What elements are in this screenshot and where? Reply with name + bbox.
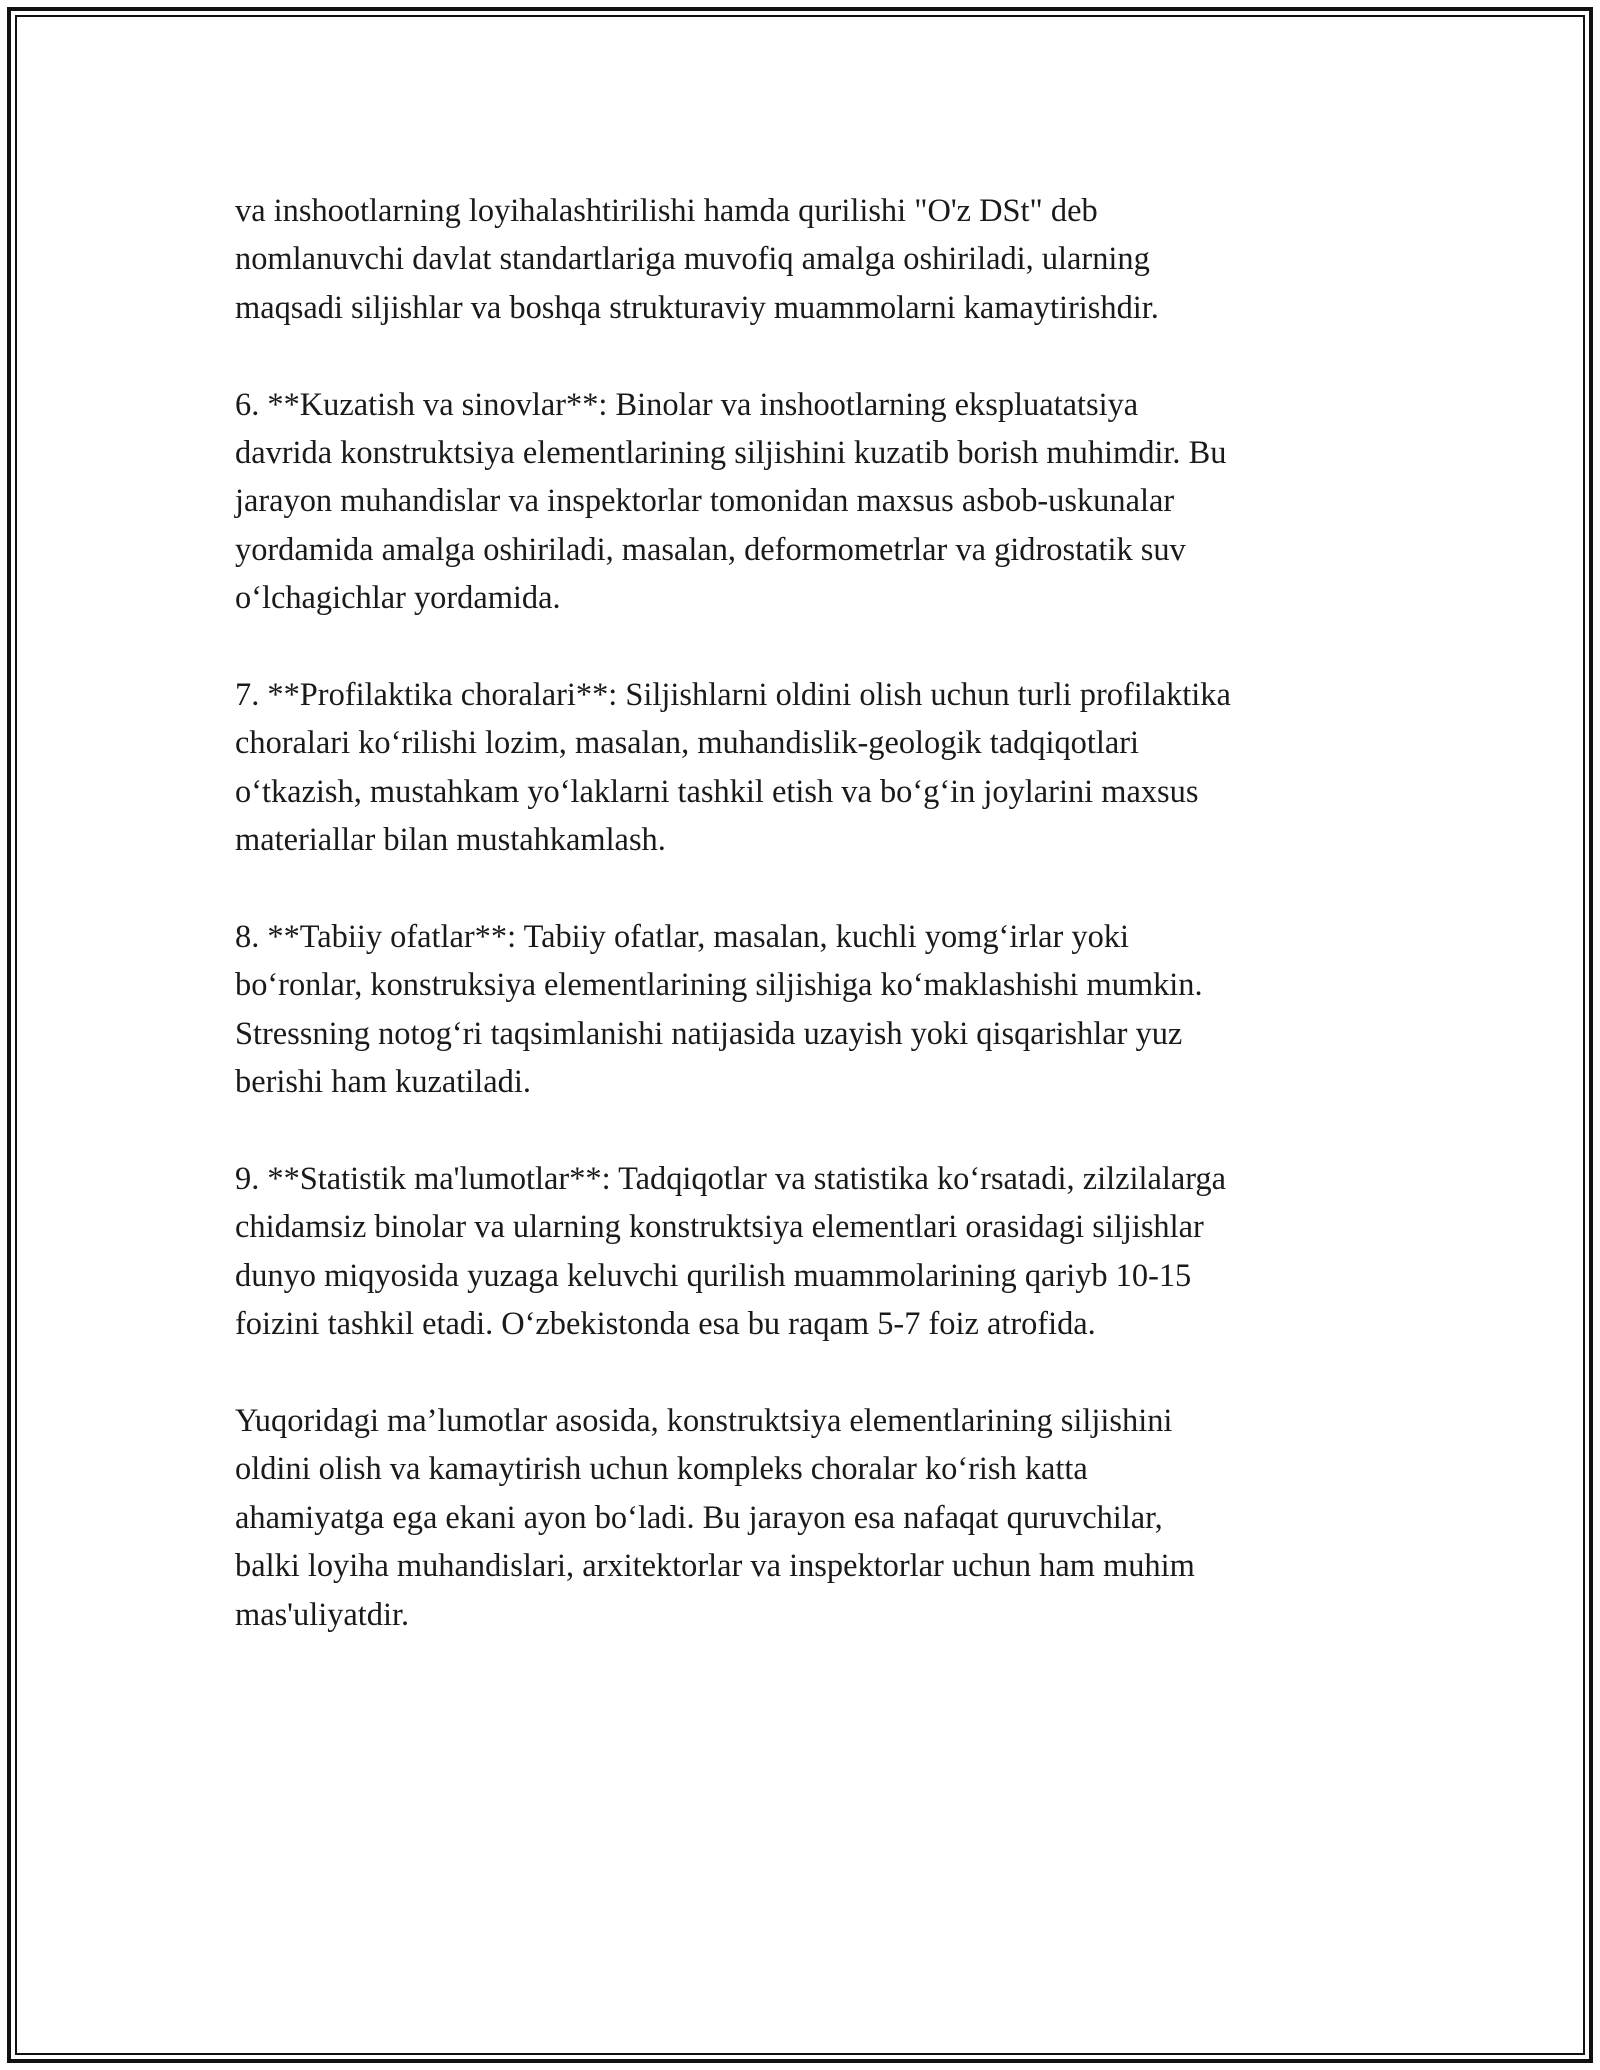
paragraph-preventive-measures: 7. **Profilaktika choralari**: Siljishlarni oldini olish uchun turli profilaktika choralari ko‘rilishi lozim, masalan, muhandislik-geologik tadqiqotlari o‘tkazish, mustahkam yo‘laklarni tashkil etish va bo‘g‘in joylarini maxsus materiallar bilan mustahkamlash. [235,677,1231,859]
paragraph-natural-disasters: 8. **Tabiiy ofatlar**: Tabiiy ofatlar, masalan, kuchli yomg‘irlar yoki bo‘ronlar, konstruksiya elementlarining siljishiga ko‘maklashishi mumkin. Stressning notog‘ri taqsimlanishi natijasida uzayish yoki qisqarishlar yuz berishi ham kuzatiladi. [235,919,1203,1101]
paragraph-conclusion: Yuqoridagi ma’lumotlar asosida, konstruktsiya elementlarining siljishini oldini olish va kamaytirish uchun kompleks choralar ko‘rish katta ahamiyatga ega ekani ayon bo‘ladi. Bu jarayon esa nafaqat quruvchilar, balki loyiha muhandislari, arxitektorlar va inspektorlar uchun ham muhim mas'uliyatdir. [235,1403,1195,1633]
paragraph-statistical-data: 9. **Statistik ma'lumotlar**: Tadqiqotlar va statistika ko‘rsatadi, zilzilalarga chidamsiz binolar va ularning konstruktsiya elementlari orasidagi siljishlar dunyo miqyosida yuzaga keluvchi qurilish muammolarining qariyb 10-15 foizini tashkil etadi. O‘zbekistonda esa bu raqam 5-7 foiz atrofida. [235,1161,1226,1343]
paragraph-monitoring-and-testing: 6. **Kuzatish va sinovlar**: Binolar va inshootlarning ekspluatatsiya davrida konstruktsiya elementlarining siljishini kuzatib borish muhimdir. Bu jarayon muhandislar va inspektorlar tomonidan maxsus asbob-uskunalar yordamida amalga oshiriladi, masalan, deformometrlar va gidrostatik suv o‘lchagichlar yordamida. [235,386,1227,617]
document-body [235,187,1380,1688]
paragraph-standards-continuation: va inshootlarning loyihalashtirilishi hamda qurilishi "O'z DSt" deb nomlanuvchi davlat standartlariga muvofiq amalga oshiriladi, ularning maqsadi siljishlar va boshqa strukturaviy muammolarni kamaytirishdir. [235,193,1159,326]
